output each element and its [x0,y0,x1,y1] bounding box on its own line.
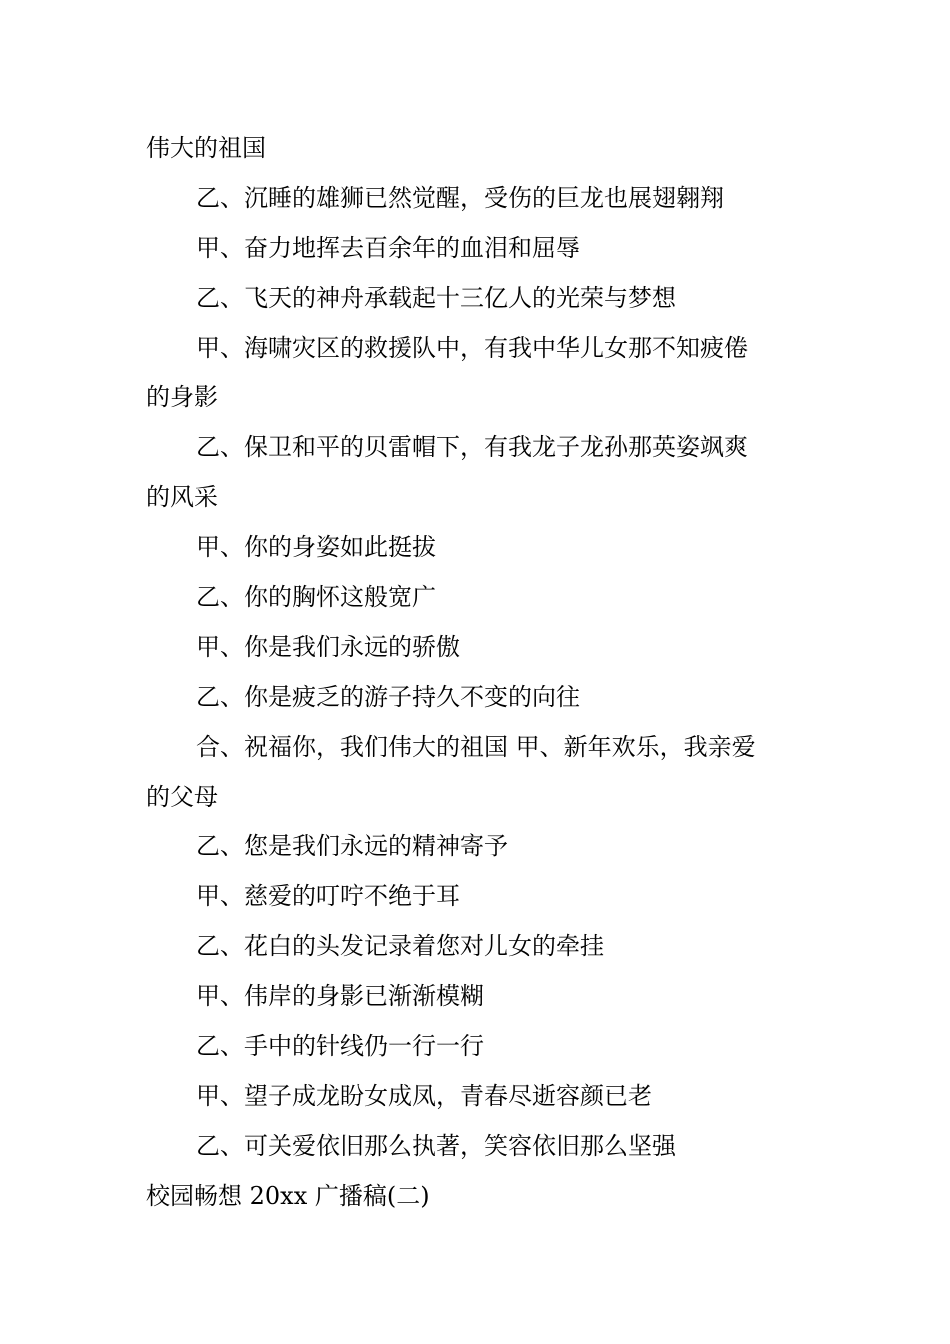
text-line-1: 伟大的祖国 [146,134,266,162]
text-line-20: 甲、望子成龙盼女成凤，青春尽逝容颜已老 [196,1081,652,1110]
text-line-10: 乙、你的胸怀这般宽广 [196,583,436,612]
text-line-5: 甲、海啸灾区的救援队中，有我中华儿女那不知疲倦 [196,333,748,362]
text-line-15: 乙、您是我们永远的精神寄予 [196,832,508,861]
text-line-8: 的风采 [146,483,218,512]
text-line-9: 甲、你的身姿如此挺拔 [196,533,436,562]
text-line-16: 甲、慈爱的叮咛不绝于耳 [196,882,460,911]
text-line-14: 的父母 [146,782,218,811]
text-line-7: 乙、保卫和平的贝雷帽下，有我龙子龙孙那英姿飒爽 [196,433,748,462]
text-line-12: 乙、你是疲乏的游子持久不变的向往 [196,682,580,711]
text-line-19: 乙、手中的针线仍一行一行 [196,1032,484,1061]
document-body [146,124,811,1222]
text-line-11: 甲、你是我们永远的骄傲 [196,632,460,661]
text-line-4: 乙、飞天的神舟承载起十三亿人的光荣与梦想 [196,283,676,312]
section-heading: 校园畅想 20xx 广播稿(二) [146,1181,430,1210]
text-line-21: 乙、可关爱依旧那么执著，笑容依旧那么坚强 [196,1131,676,1160]
text-line-2: 乙、沉睡的雄狮已然觉醒，受伤的巨龙也展翅翱翔 [196,183,724,212]
text-line-13: 合、祝福你，我们伟大的祖国 甲、新年欢乐，我亲爱 [196,732,756,761]
text-line-6: 的身影 [146,383,218,412]
text-line-18: 甲、伟岸的身影已渐渐模糊 [196,982,484,1011]
text-line-17: 乙、花白的头发记录着您对儿女的牵挂 [196,932,604,961]
text-line-3: 甲、奋力地挥去百余年的血泪和屈辱 [196,233,580,262]
